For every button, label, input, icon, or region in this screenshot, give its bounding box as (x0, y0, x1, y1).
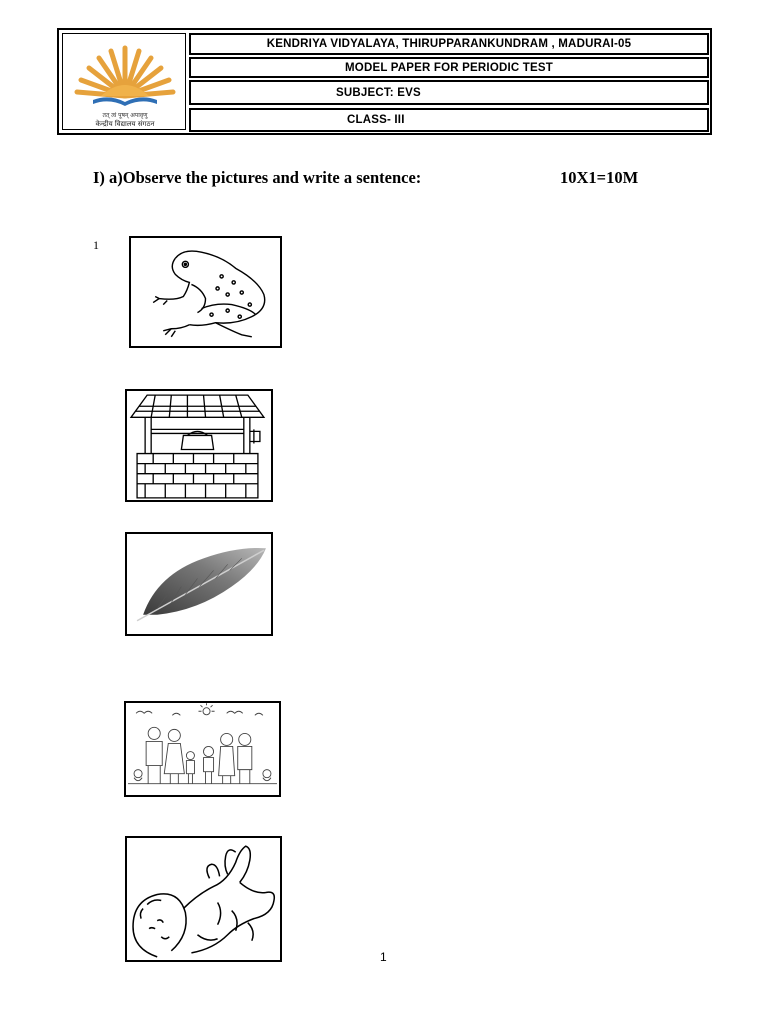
frog-picture (129, 236, 282, 348)
paper-title: MODEL PAPER FOR PERIODIC TEST (189, 57, 709, 78)
leaf-picture (125, 532, 273, 636)
question-title: I) a)Observe the pictures and write a sentence: (93, 168, 422, 187)
family-picture (124, 701, 281, 797)
logo-hindi-text: केन्द्रीय विद्यालय संगठन (95, 120, 155, 128)
question-number: 1 (93, 238, 99, 252)
kvs-logo (62, 33, 186, 130)
class-label: CLASS- III (189, 108, 709, 132)
school-name: KENDRIYA VIDYALAYA, THIRUPPARANKUNDRAM , MADURAI-05 (189, 33, 709, 55)
subject-label: SUBJECT: EVS (189, 80, 709, 105)
page-number: 1 (380, 950, 387, 964)
well-picture (125, 389, 273, 502)
svg-text:तत् त्वं पूषन् अपावृणु: तत् त्वं पूषन् अपावृणु (102, 112, 148, 119)
marks-label: 10X1=10M (560, 168, 639, 187)
header-table (57, 28, 712, 135)
baby-picture (125, 836, 282, 962)
